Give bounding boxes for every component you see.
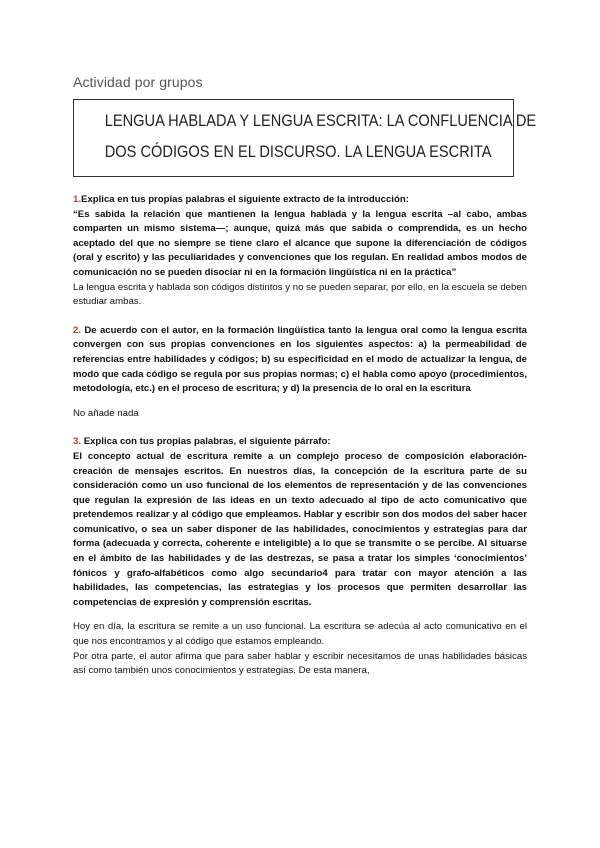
question-2-answer: No añade nada (73, 407, 139, 419)
question-3-answer-1: Hoy en día, la escritura se remite a un uso funcional. La escritura se adecúa al acto comunicativo en el que nos encontramos y al código que estamos empleando. (73, 621, 527, 648)
spacer (73, 610, 527, 620)
question-1-number: 1. (73, 194, 82, 205)
question-1-prompt (73, 193, 527, 208)
question-2-number: 2. (73, 324, 82, 336)
question-3-text: Explica con tus propias palabras, el siguiente párrafo: (83, 436, 331, 448)
title-line-1: LENGUA HABLADA Y LENGUA ESCRITA: LA CONFLUENCIA DE (104, 111, 537, 130)
title-line-2: DOS CÓDIGOS EN EL DISCURSO. LA LENGUA ESCRITA (104, 142, 492, 161)
question-2-prompt (73, 324, 527, 397)
question-1-text: Explica en tus propias palabras el siguiente extracto de la introducción: (81, 194, 409, 205)
question-1-answer: La lengua escrita y hablada son códigos distintos y no se pueden separar, por ello, en la escuela se deben estudiar ambas. (73, 281, 527, 308)
question-3-number: 3. (73, 436, 82, 448)
document-body (73, 193, 527, 679)
question-2-text: De acuerdo con el autor, en la formación lingüística tanto la lengua oral como la lengua escrita convergen con sus propias convenciones en los siguientes aspectos: a) la permeabilidad de referencias entre habilidades y códigos; b) su especificidad en el modo de actualizar la lengua, de modo que cada código se regula por sus propias normas; c) el habla como apoyo (procedimientos, metodología, etc.) en el proceso de escritura; y d) la presencia de lo oral en la escritura (73, 324, 527, 395)
question-1-quote: “Es sabida la relación que mantienen la lengua hablada y la lengua escrita –al cabo, ambas comparten un mismo sistema—; aunque, quizá más que sabida o comprendida, es un hecho aceptado del que no siempre se tiene claro el alcance que supone la diferenciación de códigos (oral y escrito) y las peculiaridades y convenciones que los regulan. En realidad ambos modos de comunicación no se pueden disociar ni en la formación lingüística ni en la práctica” (73, 208, 527, 278)
spacer (73, 421, 527, 435)
question-3-prompt (73, 435, 527, 450)
question-3-answer-2: Por otra parte, el autor afirma que para saber hablar y escribir necesitamos de unas habilidades básicas así como también unos conocimientos y estrategias. De esta manera, (73, 650, 527, 677)
activity-subtitle: Actividad por grupos (73, 74, 203, 90)
question-3-quote: El concepto actual de escritura remite a un complejo proceso de composición elaboración-creación de mensajes escritos. En nuestros días, la concepción de la escritura parte de su consideración como un uso funcional de los elementos de representación y de las convenciones que regulan la expresión de las ideas en un texto adecuado al tipo de acto comunicativo que pretendemos realizar y al código que empleamos. Hablar y escribir son dos modos del saber hacer comunicativo, o sea un saber disponer de las habilidades, conocimientos y estrategias para dar forma (adecuada y correcta, coherente e inteligible) a lo que se transmite o se percibe. Al situarse en el ámbito de las habilidades y de las destrezas, se pasa a tratar los simples ‘conocimientos’ fónicos y grafo-alfabéticos como algo secundario4 para tratar con mayor atención a las habilidades, las competencias, las estrategias y los procesos que permiten desarrollar las competencias de expresión y comprensión escritas. (73, 450, 527, 608)
title-box (73, 99, 537, 177)
spacer (73, 310, 527, 324)
spacer (73, 397, 527, 407)
